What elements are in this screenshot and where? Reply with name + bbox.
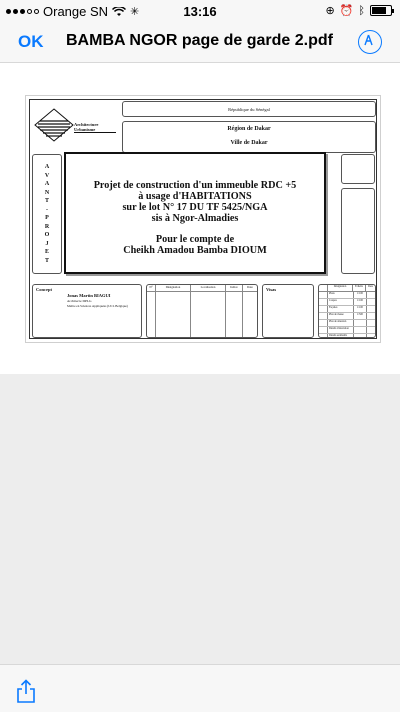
list-item xyxy=(319,320,375,327)
architect-detail: Maître en Sciences Appliquées (UCL Belgique) xyxy=(67,304,128,308)
list-item-scale: 1/100 xyxy=(354,292,367,298)
avant-projet-letter: A xyxy=(44,181,50,187)
carrier-label: Orange SN xyxy=(43,4,109,19)
list-rows xyxy=(319,292,375,338)
main-title-box xyxy=(64,152,326,274)
visas-label: Visas xyxy=(266,287,277,292)
concept-box xyxy=(32,284,142,338)
list-item-scale: 1/500 xyxy=(354,313,367,319)
list-item-name: Coupes xyxy=(328,299,354,305)
list-item-name: Plan de situation xyxy=(328,320,354,326)
logo-text xyxy=(74,122,116,133)
rotation-lock-icon: ⊕ xyxy=(325,5,335,17)
table-header-localisation: Localisation xyxy=(191,285,226,291)
region-box xyxy=(122,121,376,153)
table-header-no: N° xyxy=(147,285,156,291)
avant-projet-letter: J xyxy=(45,240,49,247)
battery-icon xyxy=(370,5,392,16)
markup-pen-icon[interactable] xyxy=(358,30,382,54)
list-item-scale xyxy=(354,334,367,338)
right-box-bottom xyxy=(341,188,375,274)
project-line2: à usage d'HABITATIONS xyxy=(138,191,252,202)
list-item-scale: 1/100 xyxy=(354,299,367,305)
logo-line2: Urbanisme xyxy=(74,127,96,132)
document-title: BAMBA NGOR page de garde 2.pdf xyxy=(66,32,333,49)
nav-bar xyxy=(0,22,400,63)
list-item xyxy=(319,292,375,299)
table-body xyxy=(147,292,257,337)
status-right xyxy=(325,4,392,17)
list-header xyxy=(319,285,375,292)
share-icon[interactable] xyxy=(16,679,36,708)
avant-projet-letter: R xyxy=(44,223,50,230)
loading-icon: ✳ xyxy=(130,6,140,18)
list-item-name: Façades xyxy=(328,306,354,312)
list-item-name: Détails estimatifs xyxy=(328,334,354,338)
list-item xyxy=(319,306,375,313)
pdf-page xyxy=(25,95,381,343)
list-item-scale: 1/100 xyxy=(354,306,367,312)
avant-projet-letter: P xyxy=(45,215,49,221)
avant-projet-letter: V xyxy=(44,172,50,179)
table-header-date: Date xyxy=(247,285,253,289)
list-header-scale: Échelle xyxy=(353,285,366,291)
clock: 13:16 xyxy=(183,4,217,19)
visas-box xyxy=(262,284,314,338)
city-text: Ville de Dakar xyxy=(230,140,268,146)
drawings-list xyxy=(318,284,376,338)
republic-box xyxy=(122,101,376,117)
list-item-scale xyxy=(354,327,367,333)
list-item xyxy=(319,299,375,306)
list-item-name: Détails d'éxécution xyxy=(328,327,354,333)
project-line6: Cheikh Amadou Bamba DIOUM xyxy=(123,245,267,256)
logo-icon xyxy=(34,108,74,142)
avant-projet-box xyxy=(32,154,62,274)
avant-projet-letter: - xyxy=(46,206,48,213)
avant-projet-letter: A xyxy=(44,164,50,170)
concept-label: Concept xyxy=(36,287,52,292)
logo-line1: Architecture xyxy=(74,122,99,127)
avant-projet-letter: N xyxy=(44,189,50,196)
project-line3: sur le lot N° 17 DU TF 5425/NGA xyxy=(122,202,268,213)
list-item xyxy=(319,334,375,338)
project-line5: Pour le compte de xyxy=(155,234,235,245)
bluetooth-icon: ᛒ xyxy=(358,4,365,17)
architect-role: Architecte DPLG xyxy=(67,299,92,303)
avant-projet-letter: E xyxy=(44,249,49,255)
list-item-name: Plans xyxy=(328,292,354,298)
right-box-top xyxy=(341,154,375,184)
table-header-designation: Désignation xyxy=(156,285,191,291)
table-header-indice: Indice xyxy=(226,285,243,291)
avant-projet-letter: T xyxy=(44,257,49,264)
status-bar xyxy=(0,0,400,22)
avant-projet-label xyxy=(33,163,61,265)
region-text: Région de Dakar xyxy=(227,126,271,132)
list-item-scale xyxy=(354,320,367,326)
ok-button[interactable]: OK xyxy=(18,32,44,51)
architect-name: Jonas Martin BIAGUI xyxy=(67,293,111,298)
table-header-row xyxy=(147,285,257,292)
project-line4: sis à Ngor-Almadies xyxy=(151,213,239,224)
republic-text: République du Sénégal xyxy=(228,107,270,112)
project-line1: Projet de construction d'un immeuble RDC +5 xyxy=(93,180,297,191)
alarm-icon: ⏰ xyxy=(339,5,354,17)
avant-projet-letter: O xyxy=(44,232,50,238)
drawings-table xyxy=(146,284,258,338)
list-item-name: Plan de masse xyxy=(328,313,354,319)
list-header-designation: Désignation xyxy=(328,285,353,291)
list-item xyxy=(319,327,375,334)
list-item xyxy=(319,313,375,320)
list-header-date: Date xyxy=(368,285,373,288)
bottom-toolbar xyxy=(0,664,400,712)
avant-projet-letter: T xyxy=(44,198,49,204)
